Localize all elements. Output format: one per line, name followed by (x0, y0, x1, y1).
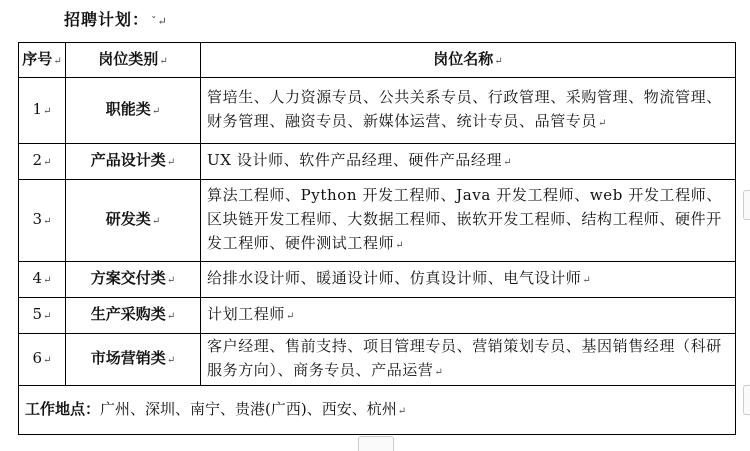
row-no: 3↵ (19, 180, 66, 262)
row-positions: 计划工程师↵ (201, 298, 736, 334)
table-row (19, 334, 736, 386)
page-edge-handle (743, 190, 750, 220)
header-positions: 岗位名称↵ (201, 43, 736, 78)
table-row (19, 262, 736, 298)
work-location: 工作地点：广州、深圳、南宁、贵港(广西)、西安、杭州↵ (19, 386, 736, 435)
row-category: 研发类↵ (66, 180, 201, 262)
table-row (19, 144, 736, 180)
header-category: 岗位类别↵ (66, 43, 201, 78)
table-header-row (19, 43, 736, 78)
row-no: 1↵ (19, 78, 66, 144)
row-category: 市场营销类↵ (66, 334, 201, 386)
location-label: 工作地点： (25, 399, 101, 418)
row-no: 4↵ (19, 262, 66, 298)
paragraph-mark-icon: ˇ↵ (151, 15, 168, 28)
row-positions: 管培生、人力资源专员、公共关系专员、行政管理、采购管理、物流管理、财务管理、融资专员、新媒体运营、统计专员、品管专员↵ (201, 78, 736, 144)
row-positions: 客户经理、售前支持、项目管理专员、营销策划专员、基因销售经理（科研服务方向）、商务专员、产品运营↵ (201, 334, 736, 386)
row-category: 方案交付类↵ (66, 262, 201, 298)
header-no: 序号↵ (19, 43, 66, 78)
table-resize-handle[interactable] (358, 436, 394, 451)
page-edge-handle (743, 385, 750, 415)
row-no: 6↵ (19, 334, 66, 386)
row-positions: UX 设计师、软件产品经理、硬件产品经理↵ (201, 144, 736, 180)
row-category: 职能类↵ (66, 78, 201, 144)
heading-title: 招聘计划： (64, 10, 150, 29)
section-heading (64, 7, 168, 30)
table-row (19, 180, 736, 262)
location-row (19, 386, 736, 435)
row-no: 2↵ (19, 144, 66, 180)
row-positions: 给排水设计师、暖通设计师、仿真设计师、电气设计师↵ (201, 262, 736, 298)
location-value: 广州、深圳、南宁、贵港(广西)、西安、杭州 (100, 399, 397, 418)
row-positions: 算法工程师、Python 开发工程师、Java 开发工程师、web 开发工程师、区块链开发工程师、大数据工程师、嵌软开发工程师、结构工程师、硬件开发工程师、硬件测试工程师↵ (201, 180, 736, 262)
table-row (19, 78, 736, 144)
row-no: 5↵ (19, 298, 66, 334)
row-category: 产品设计类↵ (66, 144, 201, 180)
row-category: 生产采购类↵ (66, 298, 201, 334)
recruitment-table (18, 42, 736, 435)
table-row (19, 298, 736, 334)
